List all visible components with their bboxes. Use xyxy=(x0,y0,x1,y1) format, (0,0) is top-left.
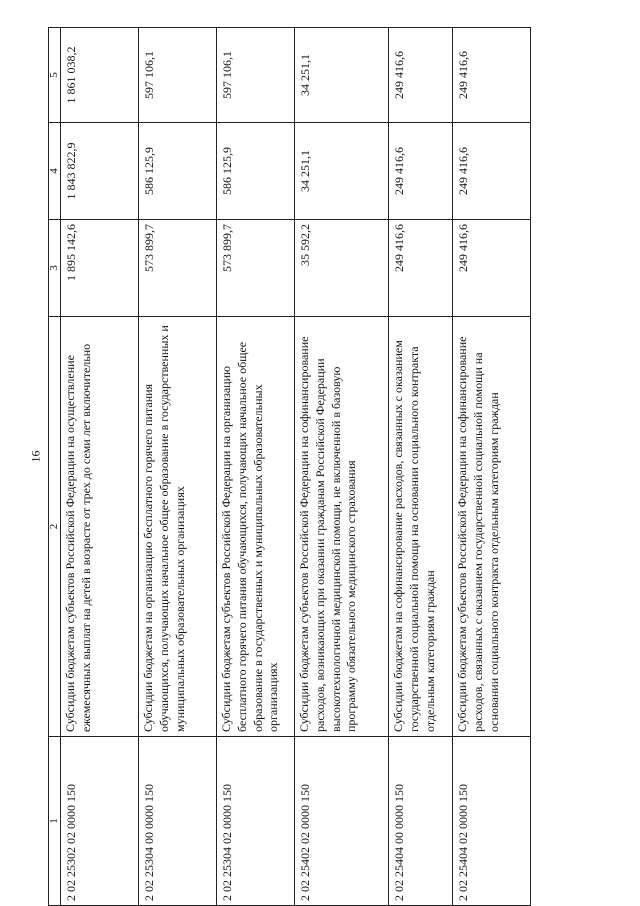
column-number-2: 2 xyxy=(49,317,61,737)
amount-col5: 1 861 038,2 xyxy=(61,28,139,123)
budget-description: Субсидии бюджетам субъектов Российской Федерации на софинансирование расходов, связанных с оказанием государственной социальной помощи на основании социального контракта отдельным категориям граждан xyxy=(453,317,531,737)
budget-description: Субсидии бюджетам на софинансирование расходов, связанных с оказанием государственной социальной помощи на основании социального контракта отдельным категориям граждан xyxy=(389,317,453,737)
amount-col4: 249 416,6 xyxy=(453,123,531,220)
amount-col4: 249 416,6 xyxy=(389,123,453,220)
amount-col4: 1 843 822,9 xyxy=(61,123,139,220)
page-number: 16 xyxy=(28,450,43,463)
amount-col4: 34 251,1 xyxy=(295,123,389,220)
budget-description: Субсидии бюджетам на организацию бесплатного горячего питания обучающихся, получающих начальное общее образование в государственных и муниципальных образовательных организациях xyxy=(139,317,217,737)
amount-col4: 586 125,9 xyxy=(217,123,295,220)
budget-code: 2 02 25302 02 0000 150 xyxy=(61,737,139,906)
column-number-3: 3 xyxy=(49,220,61,317)
column-number-5: 5 xyxy=(49,28,61,123)
table-row xyxy=(61,28,139,906)
amount-col5: 34 251,1 xyxy=(295,28,389,123)
amount-col5: 249 416,6 xyxy=(389,28,453,123)
column-number-1: 1 xyxy=(49,737,61,906)
budget-code: 2 02 25304 02 0000 150 xyxy=(217,737,295,906)
budget-code: 2 02 25404 00 0000 150 xyxy=(389,737,453,906)
amount-col3: 1 895 142,6 xyxy=(61,220,139,317)
amount-col3: 573 899,7 xyxy=(139,220,217,317)
budget-code: 2 02 25304 00 0000 150 xyxy=(139,737,217,906)
table-row xyxy=(295,28,389,906)
budget-table xyxy=(48,27,531,906)
table-row xyxy=(217,28,295,906)
amount-col4: 586 125,9 xyxy=(139,123,217,220)
amount-col5: 597 106,1 xyxy=(217,28,295,123)
budget-code: 2 02 25404 02 0000 150 xyxy=(453,737,531,906)
amount-col3: 249 416,6 xyxy=(453,220,531,317)
budget-description: Субсидии бюджетам субъектов Российской Федерации на осуществление ежемесячных выплат на детей в возрасте от трех до семи лет включительно xyxy=(61,317,139,737)
column-number-row xyxy=(49,28,61,906)
amount-col5: 249 416,6 xyxy=(453,28,531,123)
amount-col5: 597 106,1 xyxy=(139,28,217,123)
budget-description: Субсидии бюджетам субъектов Российской Федерации на организацию бесплатного горячего питания обучающихся, получающих начальное общее образование в государственных и муниципальных образовательных организациях xyxy=(217,317,295,737)
amount-col3: 573 899,7 xyxy=(217,220,295,317)
amount-col3: 35 592,2 xyxy=(295,220,389,317)
budget-code: 2 02 25402 02 0000 150 xyxy=(295,737,389,906)
budget-description: Субсидии бюджетам субъектов Российской Федерации на софинансирование расходов, возникающих при оказании гражданам Российской Федерации высокотехнологичной медицинской помощи, не включенной в базовую программу обязательного медицинского страхования xyxy=(295,317,389,737)
table-row xyxy=(453,28,531,906)
column-number-4: 4 xyxy=(49,123,61,220)
table-row xyxy=(389,28,453,906)
amount-col3: 249 416,6 xyxy=(389,220,453,317)
rotated-table-container xyxy=(48,46,537,906)
table-row xyxy=(139,28,217,906)
